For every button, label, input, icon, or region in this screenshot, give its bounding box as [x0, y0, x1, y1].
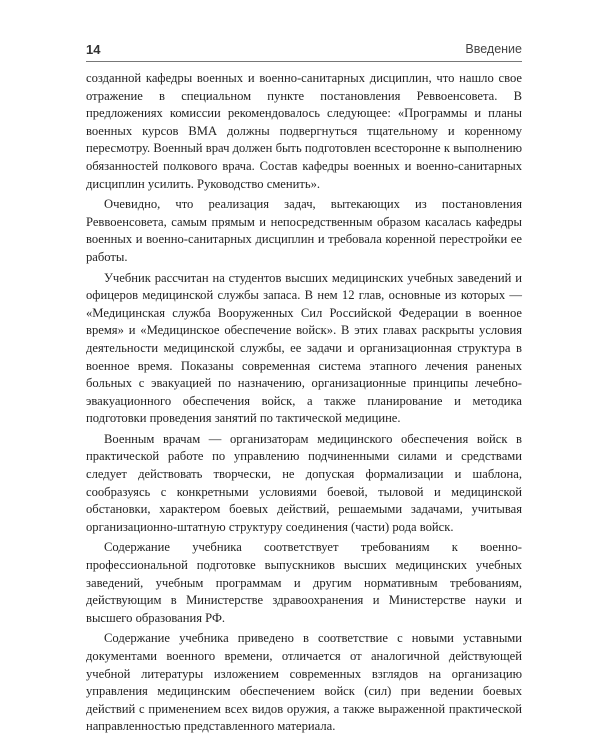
paragraph-4: Военным врачам — организаторам медицинского обеспечения войск в практической работе по управлению подчиненными силами и средствами следует действовать творчески, не допуская формализации и шаблона, сообразуясь с конкретными условиями боевой, тыловой и медицинской обстановки, характером боевых действий, решаемыми задачами, учитывая организационно-штатную структуру соединения (части) рода войск. [86, 431, 522, 534]
running-head [86, 40, 522, 60]
paragraph-1: созданной кафедры военных и военно-санитарных дисциплин, что нашло свое отражение в специальном пункте постановления Реввоенсовета. В предложениях комиссии рекомендовалось следующее: «Программы и планы военных курсов ВМА должны подвергнуться тщательному и коренному пересмотру. Военный врач должен быть подготовлен всесторонне к выполнению обязанностей полкового врача. Состав кафедры военных и военно-санитарных дисциплин усилить. Руководство сменить». [86, 71, 522, 191]
body-text [86, 70, 522, 739]
paragraph-5: Содержание учебника соответствует требованиям к военно-профессиональной подготовке выпускников высших медицинских учебных заведений, учебным программам и другим нормативным требованиям, действующим в Министерстве здравоохранения и Министерстве науки и высшего образования РФ. [86, 540, 522, 625]
paragraph-6: Содержание учебника приведено в соответствие с новыми уставными документами военного времени, отличается от аналогичной действующей учебной литературы изложением современных взглядов на организацию управления медицинским обеспечением войск (сил) при ведении боевых действий с применением всех видов оружия, а также выраженной практической направленностью представленного материала. [86, 631, 522, 734]
header-rule [86, 61, 522, 62]
paragraph-2: Очевидно, что реализация задач, вытекающих из постановления Реввоенсовета, самым прямым и непосредственным образом касалась кафедры военных и военно-санитарных дисциплин и требовала коренной перестройки ее работы. [86, 197, 522, 264]
section-title: Введение [465, 42, 522, 56]
page-number: 14 [86, 42, 101, 57]
paragraph-3: Учебник рассчитан на студентов высших медицинских учебных заведений и офицеров медицинской службы запаса. В нем 12 глав, основные из которых — «Медицинская служба Вооруженных Сил Российской Федерации в военное время» и «Медицинское обеспечение войск». В этих главах раскрыты условия деятельности медицинской службы, ее задачи и организационная структура в военное время. Показаны современная система этапного лечения раненых больных с эвакуацией по назначению, организационные принципы лечебно-эвакуационного обеспечения войск, а также планирование и методика подготовки проведения занятий по тактической медицине. [86, 270, 522, 426]
